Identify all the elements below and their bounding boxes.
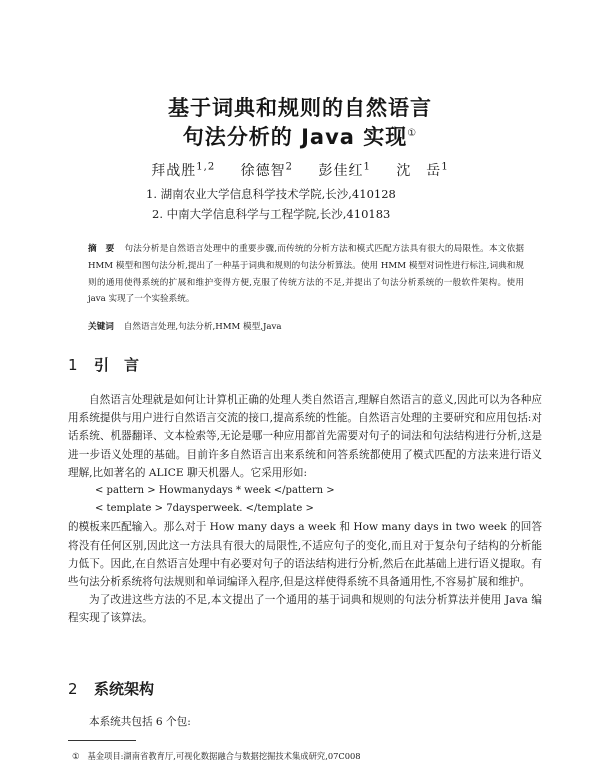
code-line-pattern: < pattern > Howmanydays * week </pattern > — [95, 485, 335, 497]
keywords-text: 自然语言处理,句法分析,HMM 模型,Java — [123, 322, 282, 332]
author-list — [0, 160, 600, 180]
footnote — [72, 750, 361, 762]
paragraph: 自然语言处理就是如何让计算机正确的处理人类自然语言,理解自然语言的意义,因此可以为各种应用系统提供与用户进行自然语言交流的接口,提高系统的性能。自然语言处理的主要研究和应用包括:对话系统、机器翻译、文本检索等,无论是哪一种应用都首先需要对句子的词法和句法结构进行分析,这是进一步语义处理的基础。目前许多自然语言出来系统和问答系统都使用了模式匹配的方法来进行语义理解,比如著名的 ALICE 聊天机器人。它采用形如: — [68, 394, 542, 479]
abstract-label: 摘 要 — [88, 244, 115, 254]
abstract-text: 句法分析是自然语言处理中的重要步骤,而传统的分析方法和模式匹配方法具有很大的局限性。本文依据 HMM 模型和图句法分析,提出了一种基于词典和规则的句法分析算法。使用 HMM 模型对词性进行标注,词典和规则的通用使得系统的扩展和维护变得方便,克服了传统方法的不足,并提出了句法分析系统的一般软件架构。使用 java 实现了一个实验系统。 — [88, 244, 524, 305]
section-number: 2 — [68, 680, 78, 698]
author — [396, 163, 448, 179]
affiliation-2: 2. 中南大学信息科学与工程学院,长沙,410183 — [152, 207, 391, 221]
footnote-mark: ① — [72, 751, 80, 761]
section-number: 1 — [68, 356, 78, 374]
author-name: 拜战胜 — [151, 163, 197, 179]
author-affiliation-mark: 2 — [285, 161, 294, 173]
section-introduction-body — [68, 391, 542, 628]
author-name: 彭佳红 — [318, 163, 364, 179]
title-footnote-mark: ① — [407, 128, 418, 139]
author-affiliation-mark: 1,2 — [196, 161, 216, 173]
affiliation-1: 1. 湖南农业大学信息科学技术学院,长沙,410128 — [146, 187, 396, 201]
code-line-template: < template > 7daysperweek. </template > — [95, 503, 314, 515]
footnote-divider — [68, 740, 136, 741]
section-heading-introduction — [68, 354, 139, 375]
section-heading-architecture — [68, 678, 154, 699]
section-architecture-body — [68, 713, 542, 731]
footnote-text: 基金项目:湖南省教育厅,可视化数据融合与数据挖掘技术集成研究,07C008 — [87, 751, 361, 761]
author-name: 徐德智 — [240, 163, 286, 179]
author-affiliation-mark: 1 — [363, 161, 371, 173]
keywords — [88, 320, 524, 332]
author-affiliation-mark: 1 — [441, 161, 449, 173]
paper-title-line-2-text: 句法分析的 Java 实现 — [182, 125, 408, 149]
section-title: 引 言 — [94, 356, 140, 374]
keywords-label: 关键词 — [88, 322, 114, 332]
author — [151, 163, 215, 179]
author — [318, 163, 370, 179]
paper-title-line-2 — [0, 121, 600, 151]
paragraph: 的模板来匹配输入。那么对于 How many days a week 和 How many days in two week 的回答将没有任何区别,因此这一方法具有很大的局限性,不适应句子的变化,而且对于复杂句子结构的分析能力低下。因此,在自然语言处理中有必要对句子的语法结构进行分析,然后在此基础上进行语义提取。有些句法分析系统将句法规则和单词编译入程序,但是这样使得系统不具备通用性,不容易扩展和维护。 — [68, 521, 542, 589]
paragraph: 本系统共包括 6 个包: — [89, 716, 191, 728]
author-name: 沈 岳 — [396, 163, 442, 179]
abstract — [88, 241, 524, 308]
paragraph: 为了改进这些方法的不足,本文提出了一个通用的基于词典和规则的句法分析算法并使用 Java 编程实现了该算法。 — [68, 594, 542, 625]
paper-title-line-1: 基于词典和规则的自然语言 — [168, 96, 432, 120]
section-title: 系统架构 — [94, 680, 155, 698]
author — [241, 163, 293, 179]
